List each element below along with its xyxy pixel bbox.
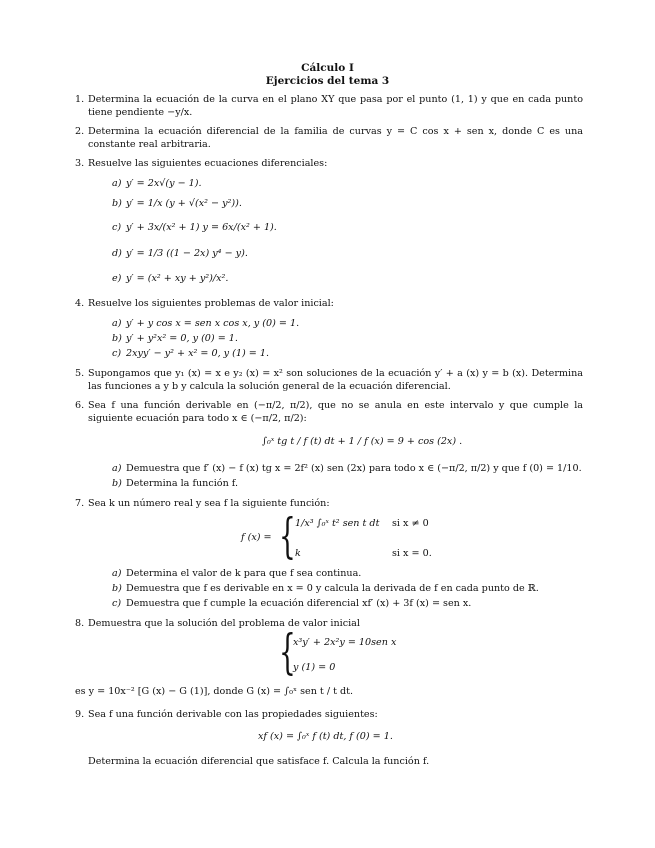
item-label: a) xyxy=(112,318,122,329)
list-item xyxy=(112,583,582,595)
equation: y′ + 3x/(x² + 1) y = 6x/(x² + 1). xyxy=(126,222,277,233)
list-item xyxy=(112,478,582,490)
list-item xyxy=(112,348,582,360)
document-title: Cálculo I xyxy=(301,62,354,74)
exercise-text: Determina la ecuación diferencial de la familia de curvas y = C cos x + sen x, donde C es una constante real arbitraria. xyxy=(88,126,583,150)
piecewise-condition-1: si x ≠ 0 xyxy=(392,518,429,529)
exercise-9-tail: Determina la ecuación diferencial que satisface f. Calcula la función f. xyxy=(88,756,430,767)
exercise-text: Sea f una función derivable con las propiedades siguientes: xyxy=(88,709,378,720)
exercise-number: 7. xyxy=(75,498,85,509)
exercise-8 xyxy=(75,618,583,631)
ivp-equation: x³y′ + 2x²y = 10sen x xyxy=(293,637,397,648)
equation: Determina la función f. xyxy=(126,478,239,489)
list-item xyxy=(112,198,582,210)
item-label: c) xyxy=(112,598,122,609)
left-brace: { xyxy=(279,624,296,680)
list-item xyxy=(112,463,582,475)
item-label: d) xyxy=(112,248,122,259)
piecewise-case-2: k xyxy=(295,548,301,559)
list-item xyxy=(112,333,582,345)
display-equation: xf (x) = ∫₀ˣ f (t) dt, f (0) = 1. xyxy=(258,731,393,742)
exercise-9 xyxy=(75,709,583,722)
exercise-text: Resuelve las siguientes ecuaciones diferenciales: xyxy=(88,158,328,169)
list-item xyxy=(112,318,582,330)
list-item xyxy=(112,598,582,610)
exercise-number: 3. xyxy=(75,158,85,169)
item-label: e) xyxy=(112,273,122,284)
item-label: a) xyxy=(112,463,122,474)
document-subtitle: Ejercicios del tema 3 xyxy=(265,75,390,87)
equation: y′ + y cos x = sen x cos x, y (0) = 1. xyxy=(126,318,300,329)
exercise-number: 2. xyxy=(75,126,85,137)
item-label: b) xyxy=(112,333,122,344)
exercise-text: Sea k un número real y sea f la siguiente función: xyxy=(88,498,330,509)
equation: Demuestra que f′ (x) − f (x) tg x = 2f² (x) sen (2x) para todo x ∈ (−π/2, π/2) y que f (0) = 1/10. xyxy=(126,463,582,474)
exercise-4 xyxy=(75,298,583,311)
exercise-8-tail: es y = 10x⁻² [G (x) − G (1)], donde G (x) = ∫₀ˣ sen t / t dt. xyxy=(75,686,354,697)
list-item xyxy=(112,222,582,234)
list-item xyxy=(112,273,582,285)
list-item xyxy=(112,568,582,580)
piecewise-condition-2: si x = 0. xyxy=(392,548,432,559)
piecewise-lhs: f (x) = xyxy=(241,532,272,543)
item-label: b) xyxy=(112,583,122,594)
piecewise-case-1: 1/x³ ∫₀ˣ t² sen t dt xyxy=(295,518,380,529)
item-label: b) xyxy=(112,478,122,489)
exercise-7 xyxy=(75,498,583,511)
item-label: c) xyxy=(112,348,122,359)
exercise-number: 8. xyxy=(75,618,85,629)
exercise-number: 6. xyxy=(75,400,85,411)
equation: Demuestra que f cumple la ecuación diferencial xf′ (x) + 3f (x) = sen x. xyxy=(126,598,472,609)
equation: Determina el valor de k para que f sea continua. xyxy=(126,568,362,579)
exercise-number: 1. xyxy=(75,94,85,105)
equation: y′ = 1/3 ((1 − 2x) y⁴ − y). xyxy=(126,248,248,259)
item-label: a) xyxy=(112,568,122,579)
left-brace: { xyxy=(279,508,296,564)
display-equation: ∫₀ˣ tg t / f (t) dt + 1 / f (x) = 9 + cos (2x) . xyxy=(262,436,463,447)
item-label: c) xyxy=(112,222,122,233)
exercise-text: Demuestra que la solución del problema de valor inicial xyxy=(88,618,360,629)
exercise-number: 9. xyxy=(75,709,85,720)
equation: y′ = 2x√(y − 1). xyxy=(126,178,202,189)
exercise-5 xyxy=(75,368,583,393)
equation: y′ + y²x² = 0, y (0) = 1. xyxy=(126,333,238,344)
exercise-2 xyxy=(75,126,583,151)
exercise-6 xyxy=(75,400,583,425)
exercise-1 xyxy=(75,94,583,119)
exercise-number: 4. xyxy=(75,298,85,309)
equation: 2xyy′ − y² + x² = 0, y (1) = 1. xyxy=(126,348,270,359)
equation: y′ = 1/x (y + √(x² − y²)). xyxy=(126,198,242,209)
equation: Demuestra que f es derivable en x = 0 y calcula la derivada de f en cada punto de ℝ. xyxy=(126,583,539,594)
ivp-condition: y (1) = 0 xyxy=(293,662,336,673)
exercise-text: Sea f una función derivable en (−π/2, π/2), que no se anula en este intervalo y que cumple la siguiente ecuación para todo x ∈ (−π/2, π/2): xyxy=(88,400,583,424)
list-item xyxy=(112,178,582,190)
exercise-text: Resuelve los siguientes problemas de valor inicial: xyxy=(88,298,334,309)
exercise-text: Determina la ecuación de la curva en el plano XY que pasa por el punto (1, 1) y que en cada punto tiene pendiente −y/x. xyxy=(88,94,583,118)
exercise-number: 5. xyxy=(75,368,85,379)
exercise-text: Supongamos que y₁ (x) = x e y₂ (x) = x² son soluciones de la ecuación y′ + a (x) y = b (x). Determina las funciones a y b y calcula la solución general de la ecuación diferencial. xyxy=(88,368,583,392)
equation: y′ = (x² + xy + y²)/x². xyxy=(126,273,229,284)
list-item xyxy=(112,248,582,260)
item-label: a) xyxy=(112,178,122,189)
item-label: b) xyxy=(112,198,122,209)
exercise-3 xyxy=(75,158,583,171)
